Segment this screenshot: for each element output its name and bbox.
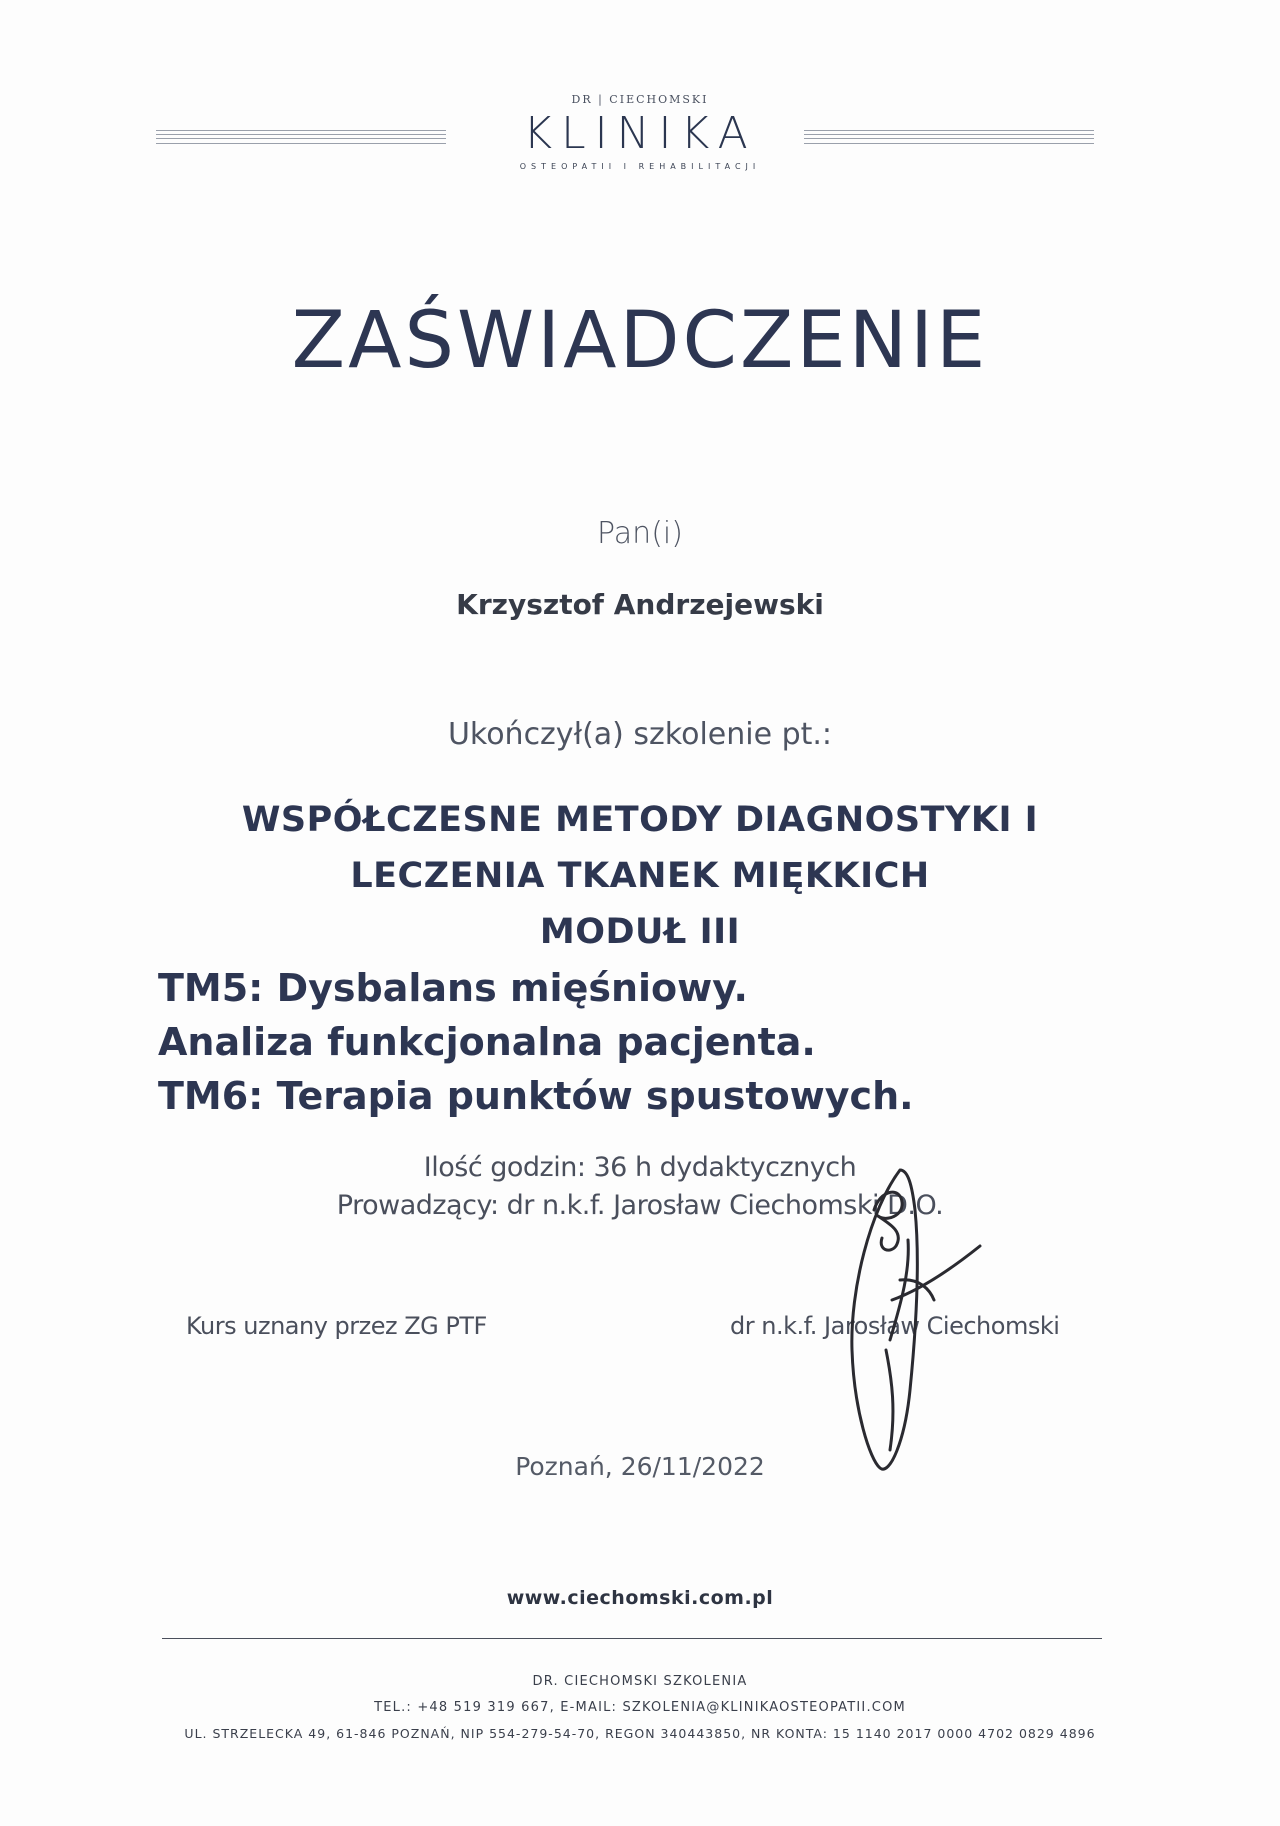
logo-main-text: KLINIKA [523, 108, 757, 159]
website-link[interactable]: www.ciechomski.com.pl [506, 1587, 774, 1609]
course-hours: Ilość godzin: 36 h dydaktycznych [423, 1152, 857, 1183]
topic-line-2: Analiza funkcjonalna pacjenta. [158, 1020, 816, 1064]
signer-name: dr n.k.f. Jarosław Ciechomski [730, 1312, 1060, 1340]
footer-company: DR. CIECHOMSKI SZKOLENIA [532, 1674, 748, 1689]
footer-contact: TEL.: +48 519 319 667, E-MAIL: SZKOLENIA@KLINIKAOSTEOPATII.COM [374, 1700, 906, 1715]
handwritten-signature [830, 1150, 1000, 1480]
course-title-line-1: WSPÓŁCZESNE METODY DIAGNOSTYKI I [241, 800, 1039, 840]
course-instructor: Prowadzący: dr n.k.f. Jarosław Ciechomski D.O. [336, 1190, 944, 1221]
salutation: Pan(i) [597, 516, 683, 551]
recipient-name: Krzysztof Andrzejewski [456, 588, 824, 621]
footer-address: UL. STRZELECKA 49, 61-846 POZNAŃ, NIP 554-279-54-70, REGON 340443850, NR KONTA: 15 1140 2017 0000 4702 0829 4896 [184, 1726, 1096, 1741]
topic-line-3: TM6: Terapia punktów spustowych. [158, 1074, 914, 1118]
course-module: MODUŁ III [539, 912, 741, 952]
course-title-line-2: LECZENIA TKANEK MIĘKKICH [350, 856, 930, 896]
footer-divider [162, 1638, 1102, 1639]
topic-line-1: TM5: Dysbalans mięśniowy. [158, 966, 748, 1010]
place-and-date: Poznań, 26/11/2022 [515, 1452, 765, 1481]
recognition-note: Kurs uznany przez ZG PTF [186, 1312, 487, 1340]
logo-top-text: DR | CIECHOMSKI [571, 93, 709, 106]
logo-sub-text: OSTEOPATII I REHABILITACJI [519, 162, 761, 171]
certificate-title: ZAŚWIADCZENIE [291, 296, 989, 386]
completed-label: Ukończył(a) szkolenie pt.: [447, 717, 833, 752]
clinic-logo [0, 90, 1280, 180]
